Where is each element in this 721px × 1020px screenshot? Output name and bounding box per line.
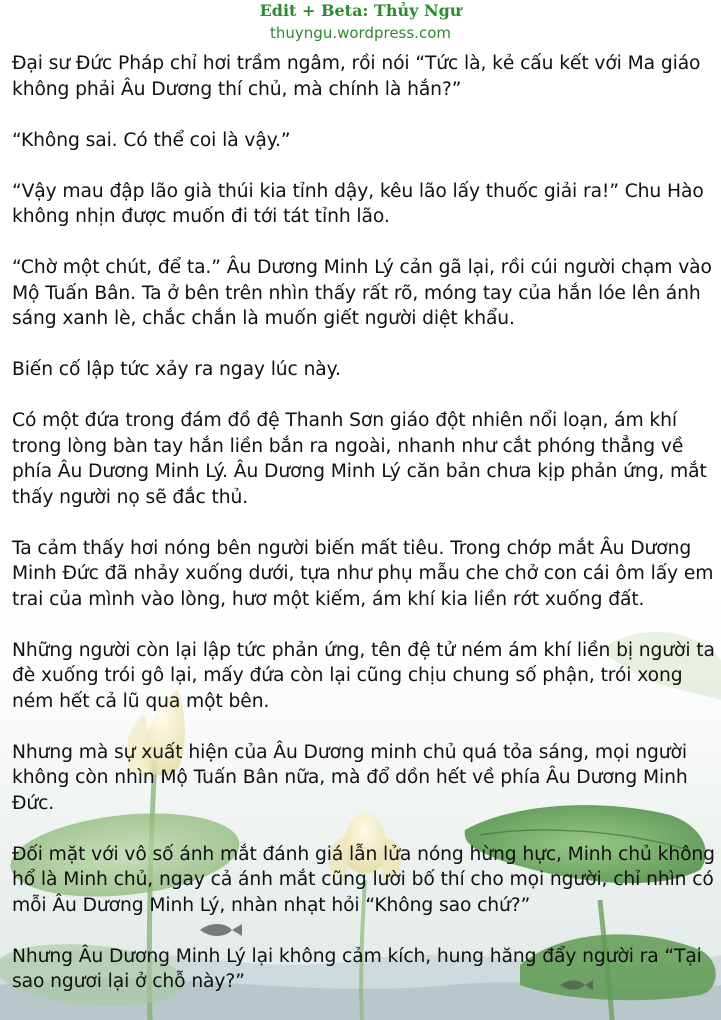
paragraph: “Chờ một chút, để ta.” Âu Dương Minh Lý cản gã lại, rồi cúi người chạm vào Mộ Tuấn Bân. Ta ở bên trên nhìn thấy rất rõ, móng tay của hắn lóe lên ánh sáng xanh lè, chắc chắn là muốn giết người diệt khẩu. — [12, 257, 712, 329]
paragraph: Đại sư Đức Pháp chỉ hơi trầm ngâm, rồi nói “Tức là, kẻ cấu kết với Ma giáo không phải Âu Dương thí chủ, mà chính là hắn?” — [12, 53, 701, 100]
paragraph: “Vậy mau đập lão già thúi kia tỉnh dậy, kêu lão lấy thuốc giải ra!” Chu Hào không nhịn được muốn đi tới tát tỉnh lão. — [12, 180, 704, 227]
paragraph: Đối mặt với vô số ánh mắt đánh giá lẫn lửa nóng hừng hực, Minh chủ không hổ là Minh chủ, ngay cả ánh mắt cũng lười bố thí cho mọi người, chỉ nhìn có mỗi Âu Dương Minh Lý, nhàn nhạt hỏi “Không sao chứ?” — [12, 843, 715, 916]
paragraph: Biến cố lập tức xảy ra ngay lúc này. — [12, 359, 341, 380]
paragraph: Có một đứa trong đám đồ đệ Thanh Sơn giáo đột nhiên nổi loạn, ám khí trong lòng bàn tay hắn liền bắn ra ngoài, nhanh như cắt phóng thẳng về phía Âu Dương Minh Lý. Âu Dương Minh Lý căn bản chưa kịp phản ứng, mắt thấy người nọ sẽ đắc thủ. — [12, 410, 707, 508]
paragraph: Những người còn lại lập tức phản ứng, tên đệ tử ném ám khí liền bị người ta đè xuống trói gô lại, mấy đứa còn lại cũng chịu chung số phận, trói xong ném hết cả lũ qua một bên. — [12, 639, 715, 712]
paragraph: Nhưng Âu Dương Minh Lý lại không cảm kích, hung hăng đẩy người ra “Tại sao ngươi lại ở chỗ này?” — [12, 945, 702, 992]
paragraph: Nhưng mà sự xuất hiện của Âu Dương minh chủ quá tỏa sáng, mọi người không còn nhìn Mộ Tuấn Bân nữa, mà đổ dồn hết về phía Âu Dương Minh Đức. — [12, 741, 688, 814]
story-text — [12, 51, 717, 1020]
paragraph: “Không sai. Có thể coi là vậy.” — [12, 129, 291, 151]
paragraph: Ta cảm thấy hơi nóng bên người biến mất tiêu. Trong chớp mắt Âu Dương Minh Đức đã nhảy xuống dưới, tựa như phụ mẫu che chở con cái ôm lấy em trai của mình vào lòng, hươ một kiếm, ám khí kia liền rớt xuống đất. — [12, 537, 714, 610]
translator-credit: Edit + Beta: Thủy Ngư — [259, 1, 462, 20]
site-url: thuyngu.wordpress.com — [270, 24, 451, 42]
